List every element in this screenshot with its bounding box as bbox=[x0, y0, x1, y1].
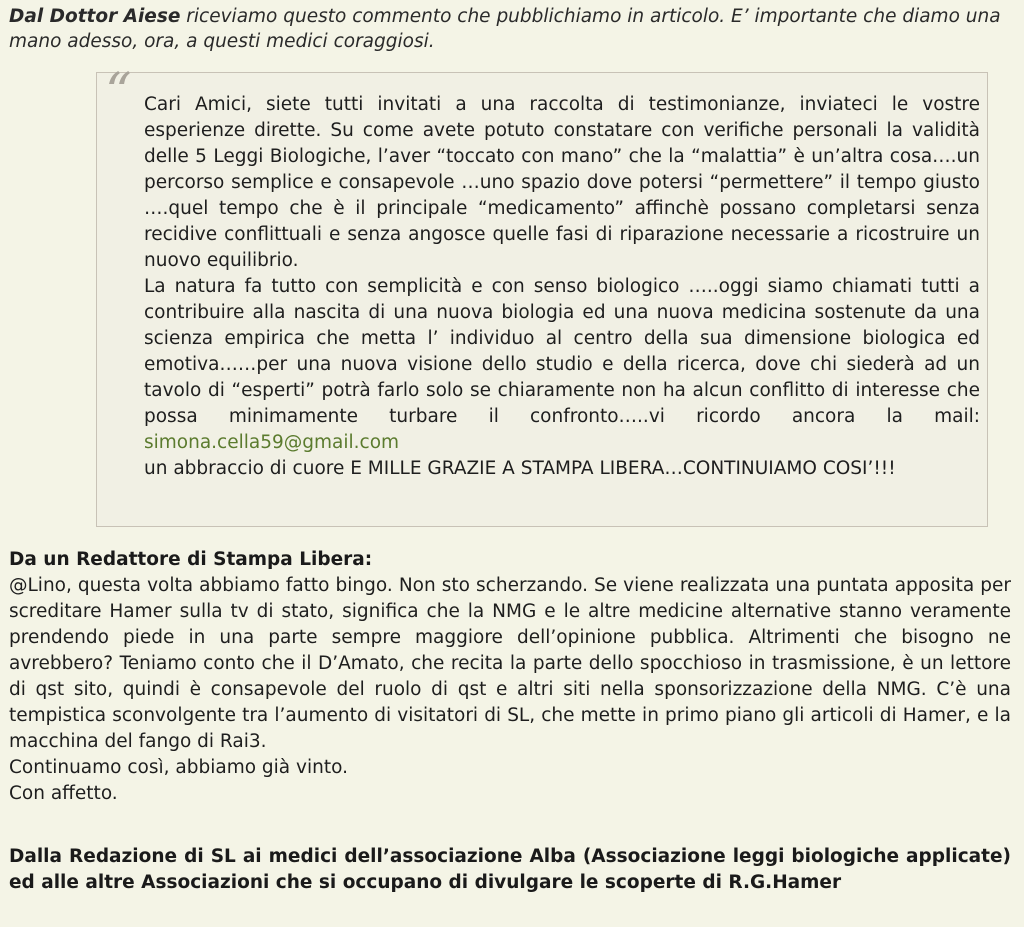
email-link[interactable]: simona.cella59@gmail.com bbox=[144, 432, 400, 453]
redazione-section bbox=[9, 844, 1011, 896]
redazione-heading: Dalla Redazione di SL ai medici dell’associazione Alba (Associazione leggi biologiche applicate) ed alle altre Associazioni che si occupano di divulgare le scoperte di R.G.Hamer bbox=[9, 846, 1011, 893]
quote-paragraph-2-text: La natura fa tutto con semplicità e con senso biologico …..oggi siamo chiamati tutti a contribuire alla nascita di una nuova biologia ed una nuova medicina sostenute da una scienza empirica che metta l’ individuo al centro della sua dimensione biologica ed emotiva……per una nuova visione dello studio e della ricerca, dove chi siederà ad un tavolo di “esperti” potrà farlo solo se chiaramente non ha alcun conflitto di interesse che possa minimamente turbare il confronto…..vi ricordo ancora la mail: bbox=[144, 276, 980, 427]
quote-paragraph-1: Cari Amici, siete tutti invitati a una raccolta di testimonianze, inviateci le vostre esperienze dirette. Su come avete potuto constatare con verifiche personali la validità delle 5 Leggi Biologiche, l’aver “toccato con mano” che la “malattia” è un’altra cosa….un percorso semplice e consapevole …uno spazio dove potersi “permettere” il tempo giusto ….quel tempo che è il principale “medicamento” affinchè possano completarsi senza recidive conflittuali e senza angosce quelle fasi di riparazione necessarie a ricostruire un nuovo equilibrio. bbox=[144, 94, 980, 271]
redattore-line-3: Con affetto. bbox=[9, 783, 118, 804]
redattore-body: @Lino, questa volta abbiamo fatto bingo. Non sto scherzando. Se viene realizzata una puntata apposita per screditare Hamer sulla tv di stato, significa che la NMG e le altre medicine alternative stanno veramente prendendo piede in una parte sempre maggiore dell’opinione pubblica. Altrimenti che bisogno ne avrebbero? Teniamo conto che il D’Amato, che recita la parte dello spocchioso in trasmissione, è un lettore di qst sito, quindi è consapevole del ruolo di qst e altri siti nella sponsorizzazione della NMG. C’è una tempistica sconvolgente tra l’aumento di visitatori di SL, che mette in primo piano gli articoli di Hamer, e la macchina del fango di Rai3. bbox=[9, 575, 1011, 752]
blockquote-text bbox=[144, 92, 980, 482]
blockquote bbox=[96, 63, 988, 527]
quote-mark-icon: “ bbox=[105, 63, 132, 123]
intro-paragraph bbox=[9, 4, 1013, 54]
quote-paragraph-2 bbox=[144, 274, 980, 456]
redattore-heading: Da un Redattore di Stampa Libera: bbox=[9, 549, 373, 570]
intro-text: riceviamo questo commento che pubblichiamo in articolo. E’ importante che diamo una mano adesso, ora, a questi medici coraggiosi. bbox=[9, 6, 1001, 52]
intro-author: Dal Dottor Aiese bbox=[9, 6, 181, 27]
quote-closing: un abbraccio di cuore E MILLE GRAZIE A STAMPA LIBERA…CONTINUIAMO COSI’!!! bbox=[144, 458, 896, 479]
redattore-line-2: Continuamo così, abbiamo già vinto. bbox=[9, 757, 348, 778]
redattore-section bbox=[9, 547, 1011, 807]
